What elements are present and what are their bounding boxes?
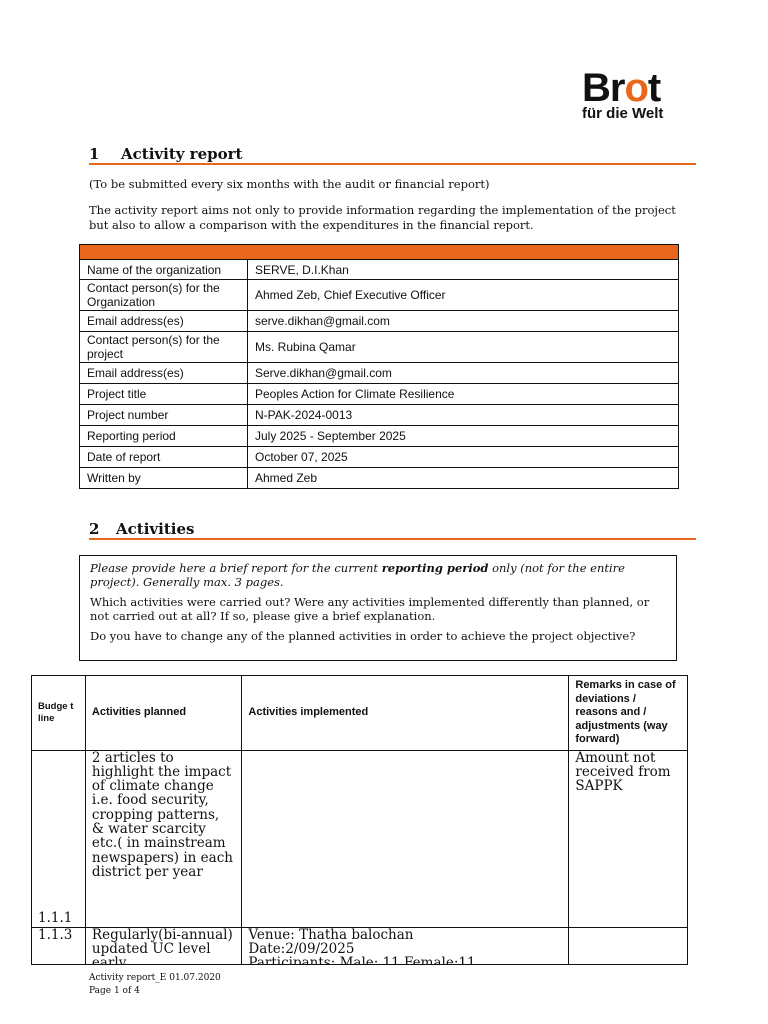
info-value: serve.dikhan@gmail.com: [248, 311, 679, 332]
info-label: Project number: [80, 405, 248, 426]
activities-instructions-box: [79, 555, 677, 661]
section-1-heading: [89, 145, 242, 163]
info-label: Date of report: [80, 447, 248, 468]
brot-fur-die-welt-logo: [582, 68, 700, 124]
activity-planned-cell: Regularly(bi-annual) updated UC level: [85, 927, 241, 971]
section-2-heading: [89, 520, 194, 538]
table-row: [80, 332, 679, 363]
info-label: Written by: [80, 468, 248, 489]
info-label: Name of the organization: [80, 260, 248, 280]
table-row: [80, 280, 679, 311]
info-label: Email address(es): [80, 311, 248, 332]
info-value: Serve.dikhan@gmail.com: [248, 363, 679, 384]
info-label: Reporting period: [80, 426, 248, 447]
activities-table: [31, 675, 688, 971]
activity-implemented-cell: [242, 750, 569, 927]
report-aim-paragraph: The activity report aims not only to provide information regarding the implementation of the project but also to allow a comparison with the expenditures in the financial report.: [89, 203, 676, 232]
submission-note: (To be submitted every six months with the audit or financial report): [89, 177, 490, 191]
table-row: [80, 384, 679, 405]
activities-header-row: [32, 676, 688, 751]
info-label: Contact person(s) for the Organization: [80, 280, 248, 311]
info-value: N-PAK-2024-0013: [248, 405, 679, 426]
table-row: [80, 405, 679, 426]
info-label: Contact person(s) for the project: [80, 332, 248, 363]
section-2-title: Activities: [116, 520, 195, 538]
implemented-venue: Venue: Thatha balochan: [248, 926, 414, 943]
activity-planned-cell: 2 articles to highlight the impact of climate change i.e. food security, cropping patterns, & water scarcity etc.( in mainstream newspapers) in each district per year: [85, 750, 241, 927]
info-label: Project title: [80, 384, 248, 405]
logo-wordmark: Brot: [582, 66, 661, 110]
info-value: Ms. Rubina Qamar: [248, 332, 679, 363]
organization-info-table: [79, 244, 679, 489]
header-activities-planned: Activities planned: [85, 676, 241, 751]
implemented-date: Date:2/09/2025: [248, 940, 355, 957]
table-row: [80, 311, 679, 332]
table-bottom-border: [31, 964, 688, 965]
info-value: Ahmed Zeb, Chief Executive Officer: [248, 280, 679, 311]
table-row: [32, 750, 688, 927]
info-label: Email address(es): [80, 363, 248, 384]
budget-line-cell: 1.1.1: [32, 750, 86, 927]
table-row: [80, 468, 679, 489]
footer-document-id: Activity report_E 01.07.2020: [89, 973, 221, 983]
table-row: [80, 426, 679, 447]
header-budget-line: Budge t line: [32, 676, 86, 751]
section-2-number: 2: [89, 520, 100, 538]
section-1-number: 1: [89, 145, 100, 163]
logo-tagline: für die Welt: [582, 105, 664, 122]
table-row: [80, 363, 679, 384]
section-1-title: Activity report: [121, 145, 243, 163]
info-value: October 07, 2025: [248, 447, 679, 468]
remarks-cell: Amount not received from SAPPK: [569, 750, 688, 927]
instruction-question-1: Which activities were carried out? Were any activities implemented differently than planned, or not carried out at all? If so, please give a brief explanation.: [90, 595, 650, 623]
header-activities-implemented: Activities implemented: [242, 676, 569, 751]
info-value: Ahmed Zeb: [248, 468, 679, 489]
instruction-reporting-period: Please provide here a brief report for the current reporting period only (not for the entire project). Generally max. 3 pages.: [90, 561, 625, 589]
header-remarks: Remarks in case of deviations / reasons and / adjustments (way forward): [569, 676, 688, 751]
budget-line-cell: 1.1.3: [32, 927, 86, 971]
section-2-rule: [89, 538, 696, 540]
info-value: SERVE, D.I.Khan: [248, 260, 679, 280]
table-row: [80, 447, 679, 468]
footer-page-number: Page 1 of 4: [89, 986, 140, 996]
info-value: Peoples Action for Climate Resilience: [248, 384, 679, 405]
page-footer: [89, 972, 221, 998]
info-table-header-bar: [80, 245, 679, 260]
table-row: [80, 260, 679, 280]
info-value: July 2025 - September 2025: [248, 426, 679, 447]
instruction-question-2: Do you have to change any of the planned activities in order to achieve the project objective?: [90, 629, 636, 643]
section-1-rule: [89, 163, 696, 165]
